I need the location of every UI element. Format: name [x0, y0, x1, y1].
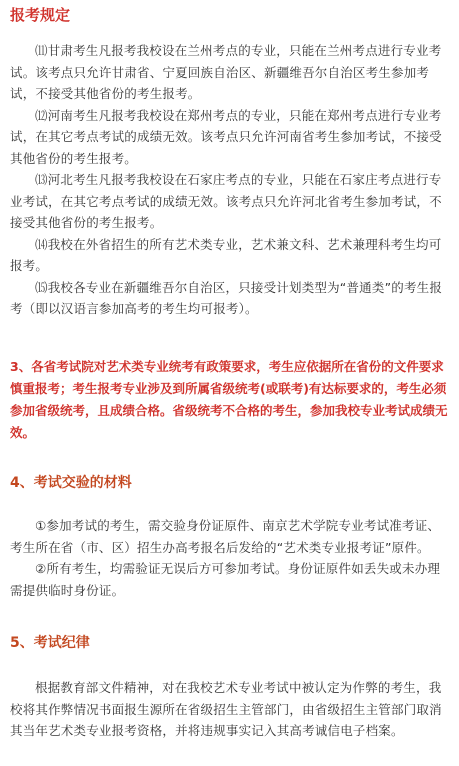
item-5-text: 根据教育部文件精神，对在我校艺术专业考试中被认定为作弊的考生，我校将其作弊情况书面报生源所在省级招生主管部门，由省级招生主管部门取消其当年艺术类专业报考资格，并将违规事实记入其高考诚信电子档案。 — [10, 680, 442, 738]
item-4-point-1: ①参加考试的考生，需交验身份证原件、南京艺术学院专业考试准考证、考生所在省（市、区）招生办高考报名后发给的“艺术类专业报考证”原件。 — [10, 518, 441, 555]
item-5-title: 5、考试纪律 — [10, 635, 90, 651]
item-5 — [10, 677, 449, 742]
rule-13: ⒀河北考生凡报考我校设在石家庄考点的专业，只能在石家庄考点进行专业考试，在其它考点考试的成绩无效。该考点只允许河北省考生参加考试，不接受其他省份的考生报考。 — [10, 172, 442, 230]
item-3 — [10, 356, 449, 444]
item-4-title: 4、考试交验的材料 — [10, 475, 132, 491]
rules-title: 报考规定 — [10, 6, 71, 24]
rule-12: ⑿河南考生凡报考我校设在郑州考点的专业，只能在郑州考点进行专业考试，在其它考点考试的成绩无效。该考点只允许河南省考生参加考试，不接受其他省份的考生报考。 — [10, 107, 442, 166]
item-4-point-2: ②所有考生，均需验证无误后方可参加考试。身份证原件如丢失或未办理需提供临时身份证。 — [10, 561, 441, 598]
rule-14: ⒁我校在外省招生的所有艺术类专业，艺术兼文科、艺术兼理科考生均可报考。 — [10, 236, 442, 273]
item-3-text: 3、各省考试院对艺术类专业统考有政策要求，考生应依据所在省份的文件要求慎重报考；考生报考专业涉及到所属省级统考(或联考)有达标要求的，考生必须参加省级统考，且成绩合格。省级统考不合格的考生，参加我校专业考试成绩无效。 — [10, 359, 448, 440]
item-4-list — [10, 515, 449, 601]
rule-15: ⒂我校各专业在新疆维吾尔自治区，只接受计划类型为“普通类”的考生报考（即以汉语言参加高考的考生均可报考）。 — [10, 279, 443, 316]
rules-list — [10, 40, 449, 320]
rule-11: ⑾甘肃考生凡报考我校设在兰州考点的专业，只能在兰州考点进行专业考试。该考点只允许甘肃省、宁夏回族自治区、新疆维吾尔自治区考生参加考试，不接受其他省份的考生报考。 — [10, 43, 442, 101]
